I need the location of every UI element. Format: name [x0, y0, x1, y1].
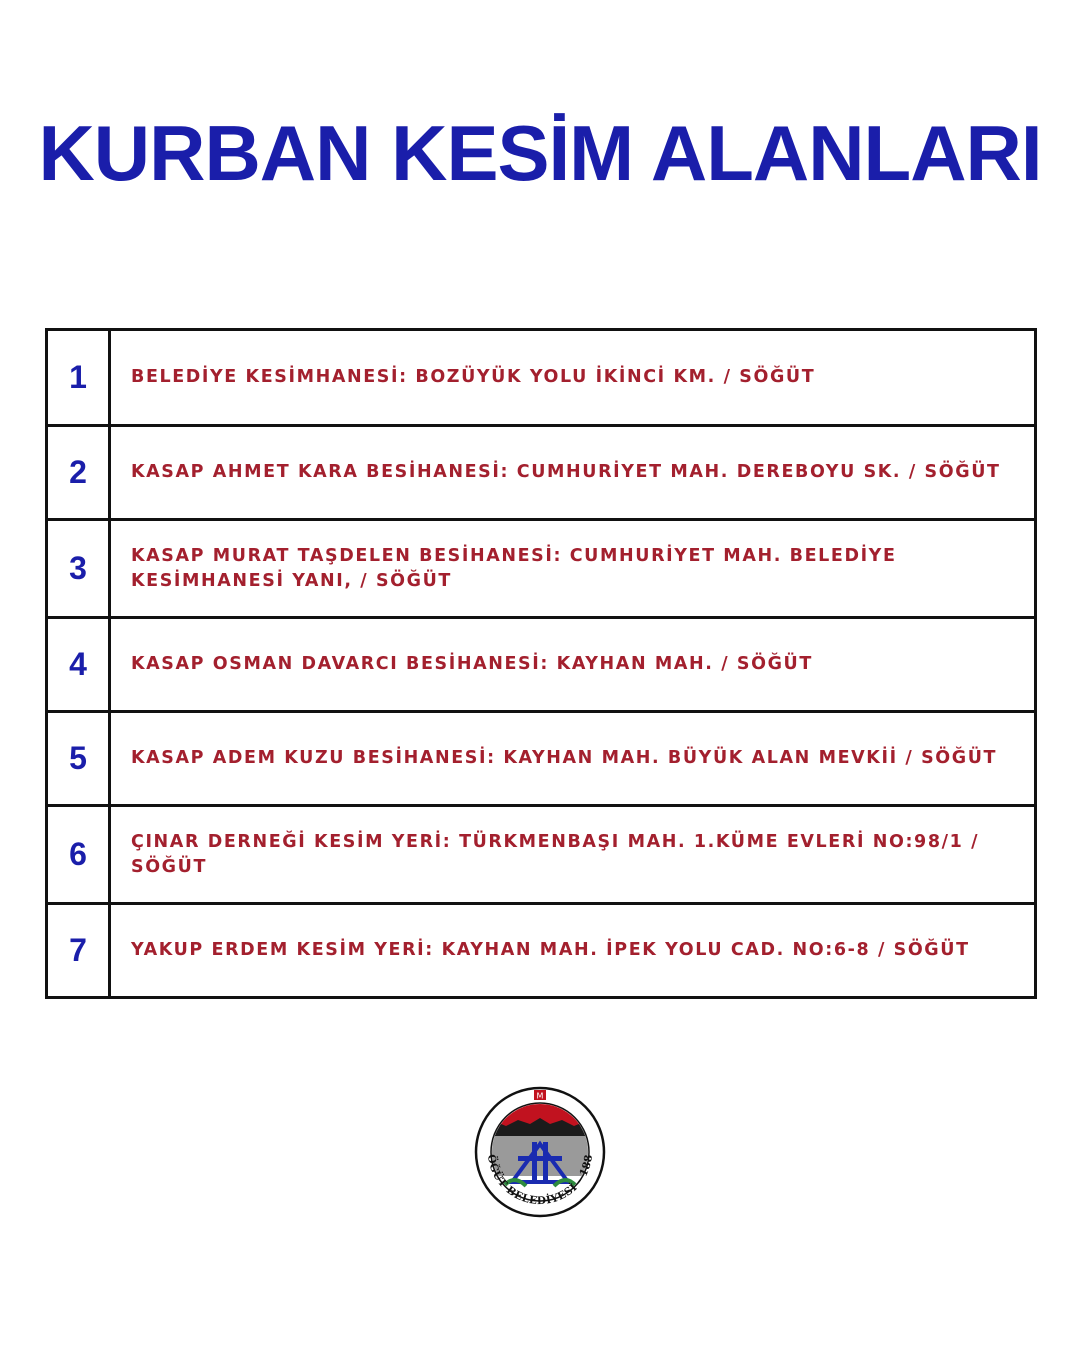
row-number: 1 — [48, 331, 111, 424]
row-text: YAKUP ERDEM KESİM YERİ: KAYHAN MAH. İPEK YOLU CAD. NO:6-8 / SÖĞÜT — [131, 940, 970, 960]
table-row — [48, 331, 1034, 424]
row-number: 6 — [48, 807, 111, 902]
table-row — [48, 804, 1034, 902]
row-text: KASAP AHMET KARA BESİHANESİ: CUMHURİYET MAH. DEREBOYU SK. / SÖĞÜT — [131, 462, 1001, 482]
table-row — [48, 518, 1034, 616]
table-row — [48, 902, 1034, 996]
row-text: KASAP ADEM KUZU BESİHANESİ: KAYHAN MAH. BÜYÜK ALAN MEVKİİ / SÖĞÜT — [131, 748, 998, 768]
page-title: KURBAN KESİM ALANLARI — [38, 109, 1042, 197]
row-number: 7 — [48, 905, 111, 996]
svg-text:M: M — [536, 1091, 544, 1101]
row-number: 5 — [48, 713, 111, 804]
seal-text: ÖĞÜT BELEDİYESİ - 188 — [484, 1153, 596, 1208]
row-text: ÇINAR DERNEĞİ KESİM YERİ: TÜRKMENBAŞI MAH. 1.KÜME EVLERİ NO:98/1 / SÖĞÜT — [131, 831, 980, 877]
row-text: KASAP MURAT TAŞDELEN BESİHANESİ: CUMHURİYET MAH. BELEDİYE KESİMHANESİ YANI, / SÖĞÜT — [131, 545, 897, 591]
table-row — [48, 710, 1034, 804]
row-number: 2 — [48, 427, 111, 518]
municipality-seal-icon — [474, 1086, 606, 1218]
slaughter-area-table — [45, 328, 1037, 999]
row-number: 3 — [48, 521, 111, 616]
row-text: BELEDİYE KESİMHANESİ: BOZÜYÜK YOLU İKİNCİ KM. / SÖĞÜT — [131, 367, 816, 387]
row-text: KASAP OSMAN DAVARCI BESİHANESİ: KAYHAN MAH. / SÖĞÜT — [131, 654, 813, 674]
table-row — [48, 616, 1034, 710]
table-row — [48, 424, 1034, 518]
row-number: 4 — [48, 619, 111, 710]
